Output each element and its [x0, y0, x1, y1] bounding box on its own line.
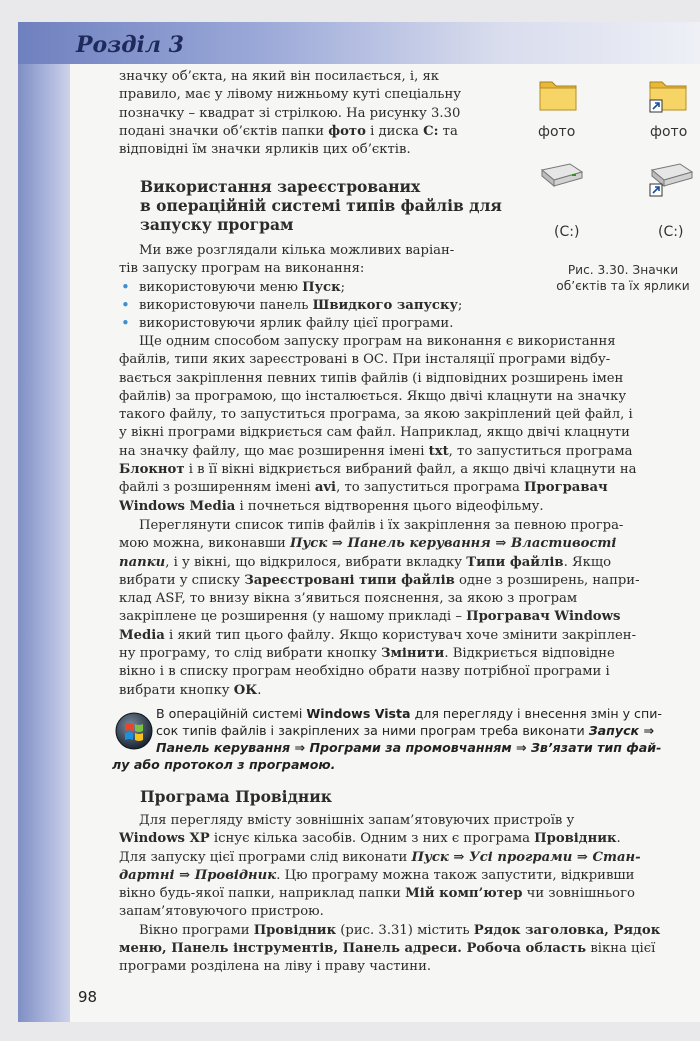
figure-3-30 — [530, 72, 700, 293]
intro-paragraph: значку об’єкта, на який він посилається, і, як правило, має у лівому нижньому куті спеціальну позначку – квадрат зі стрілкою. На рисунку 3.30 подані значки об’єктів папки фото і диска С: та відповідні їм значки ярликів цих об’єктів. — [119, 69, 462, 158]
drive-icon — [538, 160, 584, 190]
section-heading-registered-types: Використання зареєстрованих в операційній системі типів файлів для запуску програм — [140, 177, 502, 234]
list-item: • використовуючи меню Пуск; — [119, 279, 513, 297]
windows-vista-note: В операційній системі Windows Vista для перегляду і внесення змін у спи- сок типів файлів і закріплених за ними програм треба виконати Запуск ⇒ — [156, 706, 662, 738]
page-left-color-bar — [18, 22, 70, 1022]
folder-icon — [538, 76, 578, 112]
page-number: 98 — [78, 988, 98, 1006]
list-item: • використовуючи ярлик файлу цієї програми. — [119, 315, 513, 333]
paragraph-registered-types: Ще одним способом запуску програм на виконання є використання файлів, типи яких зареєстровані в ОС. При інсталяції програми відбу- вається закріплення певних типів файлів (і відповідних розширень імен файлів) за програмою, що інсталюється. Якщо двічі клацнути на значку такого файлу, то запуститься програма, за якою закріплений цей файл, і у вікні програми відкриється сам файл. Наприклад, якщо двічі клацнути на значку файлу, що має розширення імені txt, то запуститься програма Блокнот і в її вікні відкриється вибраний файл, а якщо двічі клацнути на файлі з розширенням імені avi, то запуститься програма Програвач Windows Media і почнеться відтворення цього відеофільму. — [119, 334, 637, 514]
section-heading-explorer: Програма Провідник — [140, 787, 332, 806]
section-label: Розділ 3 — [76, 32, 184, 58]
shortcut-drive-label: (C:) — [658, 224, 684, 240]
list-item: • використовуючи панель Швидкого запуску; — [119, 297, 513, 315]
book-page — [18, 22, 700, 1022]
launch-methods-list — [119, 279, 513, 334]
shortcut-folder-label: фото — [650, 124, 688, 140]
folder-label: фото — [538, 124, 576, 140]
shortcut-drive-icon — [648, 160, 694, 200]
drive-label: (C:) — [554, 224, 580, 240]
paragraph-file-types-list: Переглянути список типів файлів і їх закріплення за певною програ- мою можна, виконавши Пуск ⇒ Панель керування ⇒ Властивості папки, і у вікні, що відкрилося, вибрати вкладку Типи файлів. Якщо вибрати у списку Зареєстровані типи файлів одне з розширень, напри- клад ASF, то внизу вікна з’явиться пояснення, за якою з програм закріплене це розширення (у нашому прикладі – Програвач Windows Media і який тип цього файлу. Якщо користувач хоче змінити закріплен- ну програму, то слід вибрати кнопку Змінити. Відкриється відповідне вікно і в списку програм необхідно обрати назву потрібної програми і вибрати кнопку ОК. — [119, 518, 640, 698]
windows-vista-note-cont: Панель керування ⇒ Програми за промовчанням ⇒ Зв’язати тип фай- лу або протокол з програмою. — [112, 740, 662, 772]
section1-intro: Ми вже розглядали кілька можливих варіан- тів запуску програм на виконання: • використовуючи меню Пуск; • використовуючи панель Швидкого запуску; • використовуючи ярлик файлу цієї програми. — [119, 242, 513, 333]
shortcut-folder-icon — [648, 76, 688, 116]
figure-caption: Рис. 3.30. Значки об’єктів та їх ярлики — [556, 263, 690, 293]
paragraph-explorer: Для перегляду вмісту зовнішніх запам’ятовуючих пристроїв у Windows XP існує кілька засобів. Одним з них є програма Провідник. Для запуску цієї програми слід виконати Пуск ⇒ Усі програми ⇒ Стан- дартні ⇒ Провідник. Цю програму можна також запустити, відкривши вікно будь-якої папки, наприклад папки Мій комп’ютер чи зовнішнього запам’ятовуючого пристрою. Вікно програми Провідник (рис. 3.31) містить Рядок заголовка, Рядок меню, Панель інструментів, Панель адреси. Робоча область вікна цієї програми розділена на ліву і праву частини. — [119, 813, 661, 975]
